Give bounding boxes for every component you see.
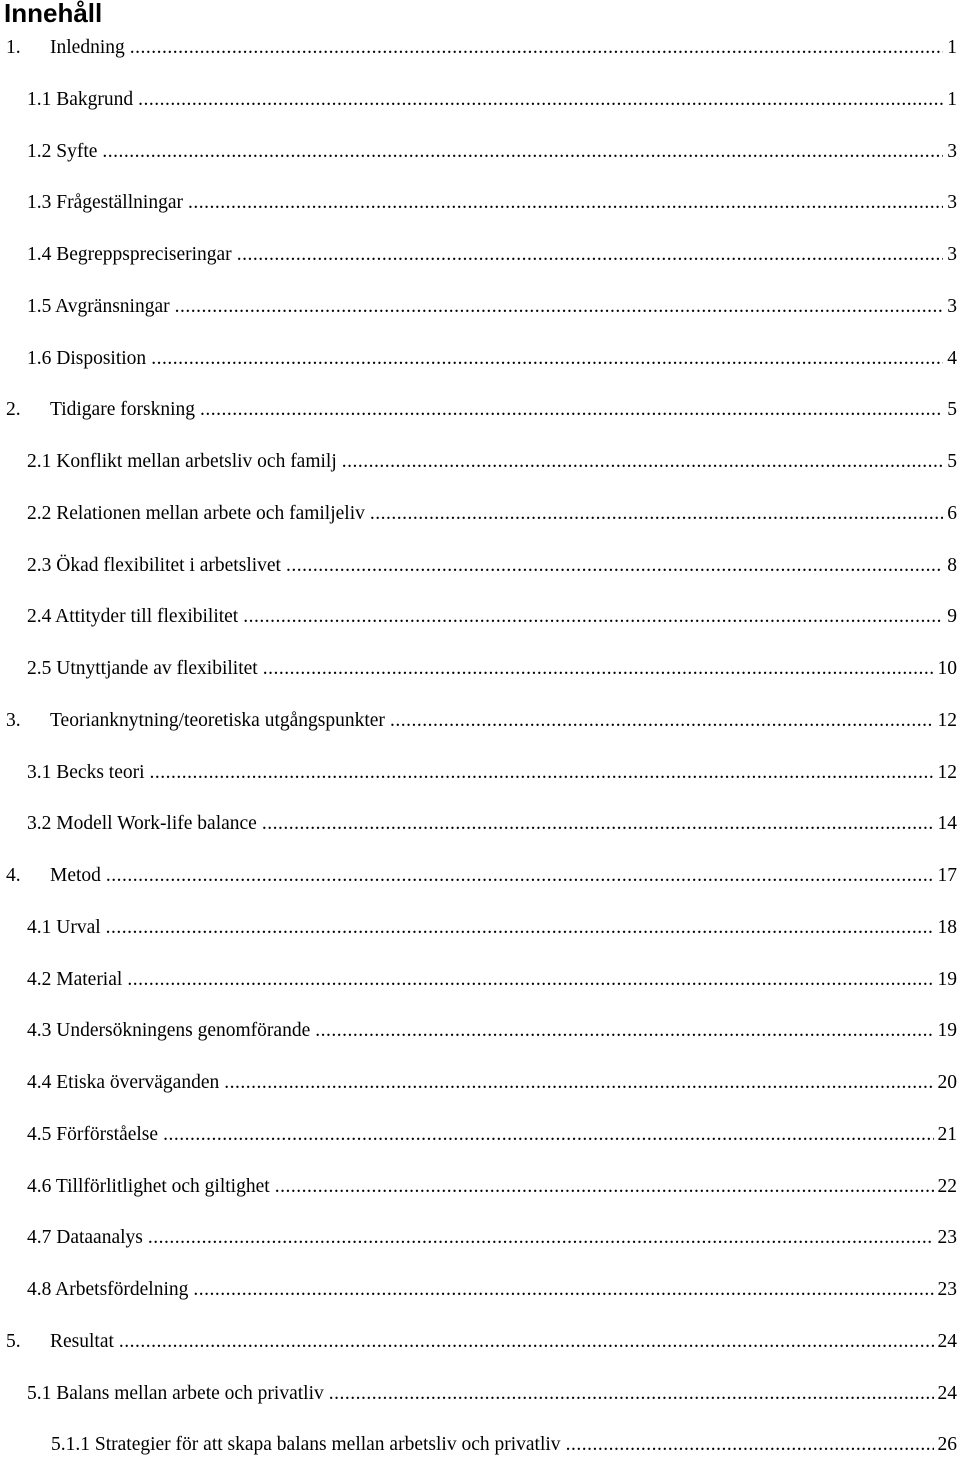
toc-entry-label: 2.2 Relationen mellan arbete och familjeliv [27, 503, 365, 524]
toc-entry-label: 4.5 Förförståelse [27, 1124, 159, 1145]
toc-dot-leader [163, 1122, 933, 1148]
toc-dot-leader [175, 294, 944, 320]
toc-dot-leader [243, 604, 943, 630]
toc-dot-leader [200, 397, 943, 423]
toc-page-number: 3 [947, 296, 957, 317]
toc-entry-label: 1.6 Disposition [27, 348, 147, 369]
toc-entry-label: 5.1.1 Strategier för att skapa balans mellan arbetsliv och privatliv [51, 1434, 561, 1455]
toc-page-number: 3 [947, 141, 957, 162]
toc-dot-leader [119, 1329, 934, 1355]
toc-page-number: 9 [947, 606, 957, 627]
toc-entry-label: 4.6 Tillförlitlighet och giltighet [27, 1176, 270, 1197]
toc-dot-leader [275, 1174, 934, 1200]
toc-entry-label: 5.1 Balans mellan arbete och privatliv [27, 1383, 324, 1404]
toc-entry-number: 4. [6, 865, 21, 886]
toc-entry[interactable] [27, 656, 960, 682]
toc-entry-label: 2.4 Attityder till flexibilitet [27, 606, 239, 627]
toc-entry[interactable] [27, 1381, 960, 1407]
toc-entry[interactable] [27, 1018, 960, 1044]
toc-page-number: 24 [937, 1383, 957, 1404]
toc-entry[interactable] [6, 708, 960, 734]
toc-dot-leader [193, 1277, 933, 1303]
toc-dot-leader [262, 811, 934, 837]
toc-entry[interactable] [27, 190, 960, 216]
toc-entry[interactable] [27, 811, 960, 837]
toc-entry[interactable] [27, 139, 960, 165]
toc-entry-label: 3.2 Modell Work-life balance [27, 813, 257, 834]
toc-entry-label: 1.2 Syfte [27, 141, 98, 162]
toc-entry[interactable] [27, 553, 960, 579]
toc-dot-leader [127, 967, 933, 993]
toc-entry-label: 4.1 Urval [27, 917, 101, 938]
toc-entry[interactable] [6, 1329, 960, 1355]
toc-dot-leader [106, 915, 934, 941]
toc-entry-label: 1.4 Begreppspreciseringar [27, 244, 232, 265]
toc-entry[interactable] [6, 397, 960, 423]
toc-entry[interactable] [27, 87, 960, 113]
toc-dot-leader [130, 35, 944, 61]
toc-entry[interactable] [27, 346, 960, 372]
toc-dot-leader [188, 190, 943, 216]
toc-entry[interactable] [27, 915, 960, 941]
toc-entry-label: 2.1 Konflikt mellan arbetsliv och familj [27, 451, 337, 472]
toc-page-number: 14 [937, 813, 957, 834]
toc-entry[interactable] [6, 35, 960, 61]
toc-entry-label: 4.2 Material [27, 969, 123, 990]
toc-entry[interactable] [6, 863, 960, 889]
toc-dot-leader [102, 139, 943, 165]
toc-page-number: 12 [937, 710, 957, 731]
toc-entry-label: Tidigare forskning [50, 399, 195, 420]
toc-title: Innehåll [4, 0, 103, 28]
toc-dot-leader [224, 1070, 933, 1096]
toc-dot-leader [370, 501, 943, 527]
toc-entry-label: 2.5 Utnyttjande av flexibilitet [27, 658, 258, 679]
toc-dot-leader [148, 1225, 934, 1251]
toc-entry-label: Metod [50, 865, 101, 886]
toc-entry-number: 2. [6, 399, 21, 420]
toc-entry-label: 4.4 Etiska överväganden [27, 1072, 220, 1093]
toc-page-number: 18 [937, 917, 957, 938]
toc-dot-leader [286, 553, 943, 579]
toc-page-number: 17 [937, 865, 957, 886]
toc-entry-number: 1. [6, 37, 21, 58]
toc-page-number: 23 [937, 1279, 957, 1300]
toc-entry[interactable] [27, 501, 960, 527]
toc-entry-number: 5. [6, 1331, 21, 1352]
toc-entry[interactable] [27, 1070, 960, 1096]
toc-dot-leader [329, 1381, 934, 1407]
toc-page-number: 24 [937, 1331, 957, 1352]
toc-page-number: 5 [947, 399, 957, 420]
toc-page-number: 23 [937, 1227, 957, 1248]
toc-entry-label: 4.7 Dataanalys [27, 1227, 143, 1248]
toc-entry[interactable] [27, 449, 960, 475]
toc-entry-label: 1.5 Avgränsningar [27, 296, 170, 317]
toc-entry-label: Resultat [50, 1331, 114, 1352]
toc-entry[interactable] [27, 1122, 960, 1148]
toc-page-number: 5 [947, 451, 957, 472]
toc-page-number: 22 [937, 1176, 957, 1197]
toc-entry[interactable] [27, 1174, 960, 1200]
toc-dot-leader [390, 708, 934, 734]
toc-dot-leader [151, 346, 943, 372]
toc-dot-leader [138, 87, 943, 113]
toc-entry-label: 1.1 Bakgrund [27, 89, 134, 110]
toc-dot-leader [263, 656, 934, 682]
toc-page-number: 20 [937, 1072, 957, 1093]
toc-entry-label: 1.3 Frågeställningar [27, 192, 183, 213]
toc-entry[interactable] [27, 760, 960, 786]
toc-entry-label: 4.8 Arbetsfördelning [27, 1279, 189, 1300]
toc-page-number: 8 [947, 555, 957, 576]
toc-dot-leader [315, 1018, 933, 1044]
toc-dot-leader [566, 1432, 934, 1458]
toc-page-number: 10 [937, 658, 957, 679]
toc-page-number: 12 [937, 762, 957, 783]
toc-entry[interactable] [27, 242, 960, 268]
toc-page-number: 3 [947, 192, 957, 213]
toc-entry-number: 3. [6, 710, 21, 731]
toc-entry-label: 2.3 Ökad flexibilitet i arbetslivet [27, 555, 281, 576]
toc-entry[interactable] [27, 967, 960, 993]
toc-entry[interactable] [27, 1225, 960, 1251]
toc-entry[interactable] [27, 604, 960, 630]
toc-entry-label: Inledning [50, 37, 125, 58]
toc-page-number: 21 [937, 1124, 957, 1145]
toc-dot-leader [106, 863, 934, 889]
toc-entry-label: 3.1 Becks teori [27, 762, 145, 783]
toc-dot-leader [342, 449, 943, 475]
toc-page-number: 3 [947, 244, 957, 265]
toc-dot-leader [237, 242, 944, 268]
toc-entry[interactable] [51, 1432, 960, 1458]
toc-page-number: 6 [947, 503, 957, 524]
toc-page-number: 26 [937, 1434, 957, 1455]
toc-page-number: 1 [947, 37, 957, 58]
toc-entry-label: 4.3 Undersökningens genomförande [27, 1020, 311, 1041]
toc-entry[interactable] [27, 294, 960, 320]
toc-page-number: 19 [937, 969, 957, 990]
toc-entry[interactable] [27, 1277, 960, 1303]
toc-dot-leader [150, 760, 934, 786]
toc-entry-label: Teorianknytning/teoretiska utgångspunkter [50, 710, 385, 731]
toc-page-number: 4 [947, 348, 957, 369]
toc-page-number: 19 [937, 1020, 957, 1041]
toc-page-number: 1 [947, 89, 957, 110]
